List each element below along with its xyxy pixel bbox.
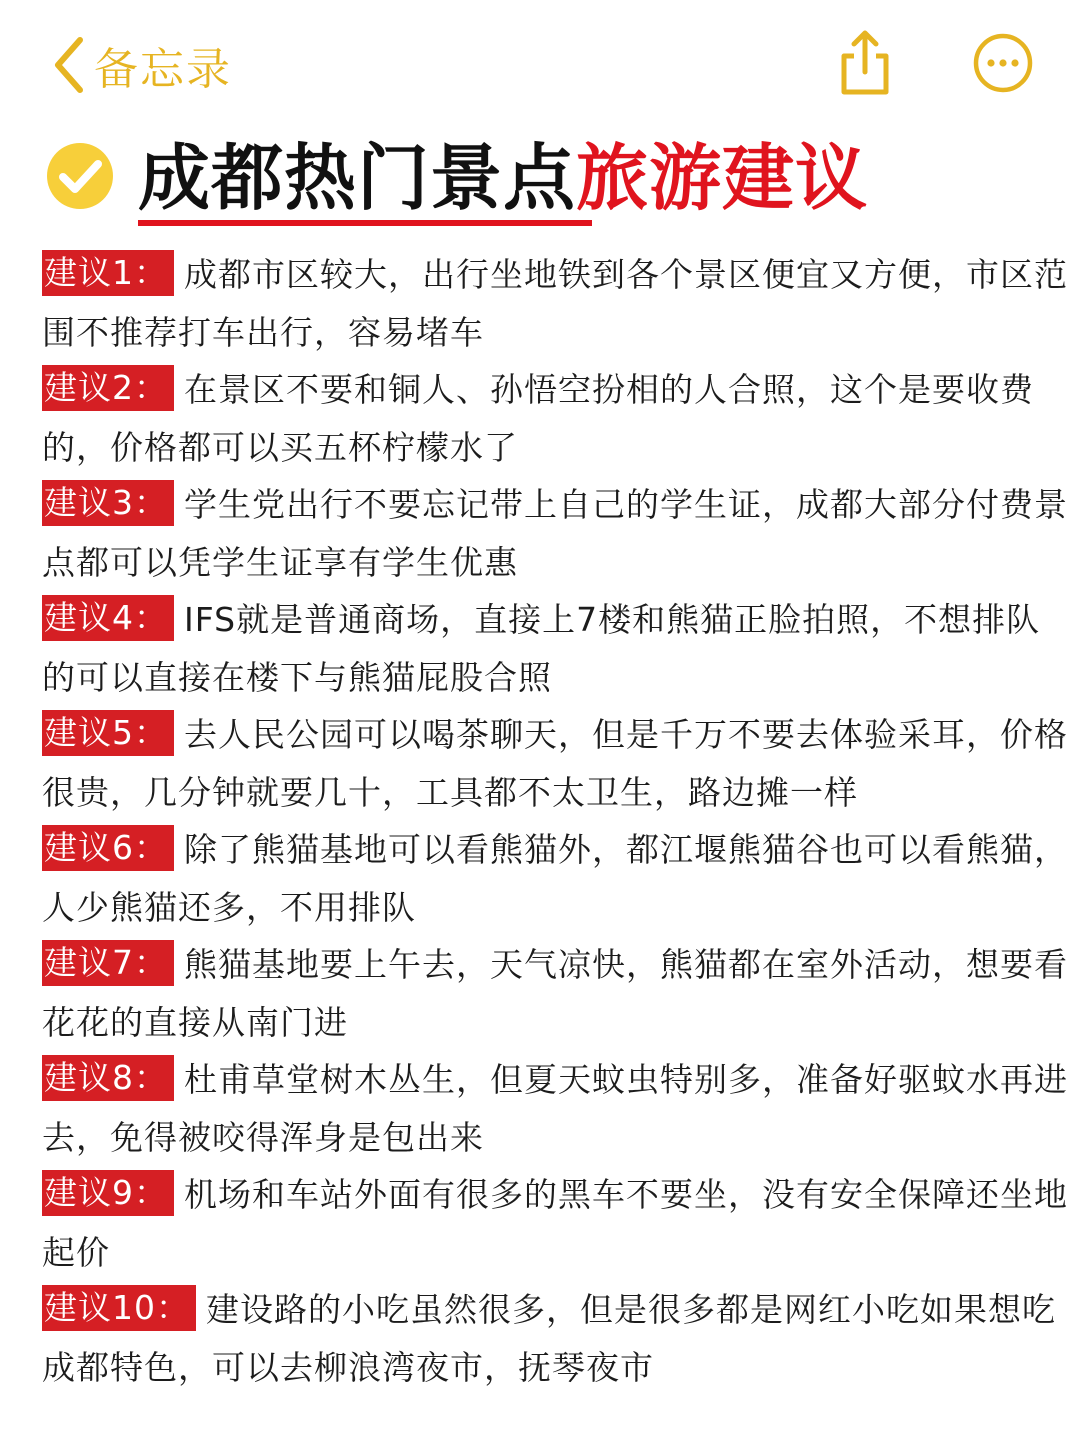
tip-text: 杜甫草堂树木丛生，但夏天蚊虫特别多，准备好驱蚊水再进去，免得被咬得浑身是包出来 <box>42 1060 1068 1157</box>
tip-text: 除了熊猫基地可以看熊猫外，都江堰熊猫谷也可以看熊猫，人少熊猫还多，不用排队 <box>42 830 1068 927</box>
tip-item <box>42 591 1068 706</box>
tip-tag: 建议4： <box>42 595 174 641</box>
check-circle-icon <box>46 142 114 210</box>
tip-tag: 建议3： <box>42 480 174 526</box>
tip-tag: 建议10： <box>42 1285 196 1331</box>
note-title-row <box>40 130 1050 230</box>
back-button[interactable] <box>50 30 232 100</box>
top-navigation-bar <box>0 0 1080 120</box>
tip-text: 去人民公园可以喝茶聊天，但是千万不要去体验采耳，价格很贵，几分钟就要几十，工具都不太卫生，路边摊一样 <box>42 715 1068 812</box>
page-title <box>138 134 868 222</box>
tip-tag: 建议8： <box>42 1055 174 1101</box>
tips-list <box>42 246 1068 1396</box>
tip-tag: 建议7： <box>42 940 174 986</box>
tip-text: 建设路的小吃虽然很多，但是很多都是网红小吃如果想吃成都特色，可以去柳浪湾夜市，抚琴夜市 <box>42 1290 1056 1387</box>
tip-item <box>42 1281 1068 1396</box>
share-icon <box>834 28 896 98</box>
tip-item <box>42 476 1068 591</box>
tip-item <box>42 361 1068 476</box>
tip-text: 成都市区较大，出行坐地铁到各个景区便宜又方便，市区范围不推荐打车出行，容易堵车 <box>42 255 1068 352</box>
more-icon <box>972 32 1034 94</box>
tip-item <box>42 706 1068 821</box>
tip-item <box>42 821 1068 936</box>
title-black-part: 成都热门景点 <box>138 136 577 220</box>
chevron-left-icon <box>50 34 86 96</box>
tip-tag: 建议6： <box>42 825 174 871</box>
more-options-button[interactable] <box>972 32 1034 94</box>
tip-tag: 建议9： <box>42 1170 174 1216</box>
tip-text: 熊猫基地要上午去，天气凉快，熊猫都在室外活动，想要看花花的直接从南门进 <box>42 945 1068 1042</box>
back-label: 备忘录 <box>94 44 232 95</box>
tip-item <box>42 1051 1068 1166</box>
tip-item <box>42 936 1068 1051</box>
tip-tag: 建议2： <box>42 365 174 411</box>
tip-tag: 建议5： <box>42 710 174 756</box>
tip-text: IFS就是普通商场，直接上7楼和熊猫正脸拍照，不想排队的可以直接在楼下与熊猫屁股合照 <box>42 600 1041 697</box>
tip-item <box>42 246 1068 361</box>
share-button[interactable] <box>834 28 896 98</box>
tip-tag: 建议1： <box>42 250 174 296</box>
title-red-part: 旅游建议 <box>576 136 869 220</box>
tip-text: 学生党出行不要忘记带上自己的学生证，成都大部分付费景点都可以凭学生证享有学生优惠 <box>42 485 1068 582</box>
tip-item <box>42 1166 1068 1281</box>
tip-text: 机场和车站外面有很多的黑车不要坐，没有安全保障还坐地起价 <box>42 1175 1068 1272</box>
tip-text: 在景区不要和铜人、孙悟空扮相的人合照，这个是要收费的，价格都可以买五杯柠檬水了 <box>42 370 1034 467</box>
title-underline <box>138 220 592 226</box>
